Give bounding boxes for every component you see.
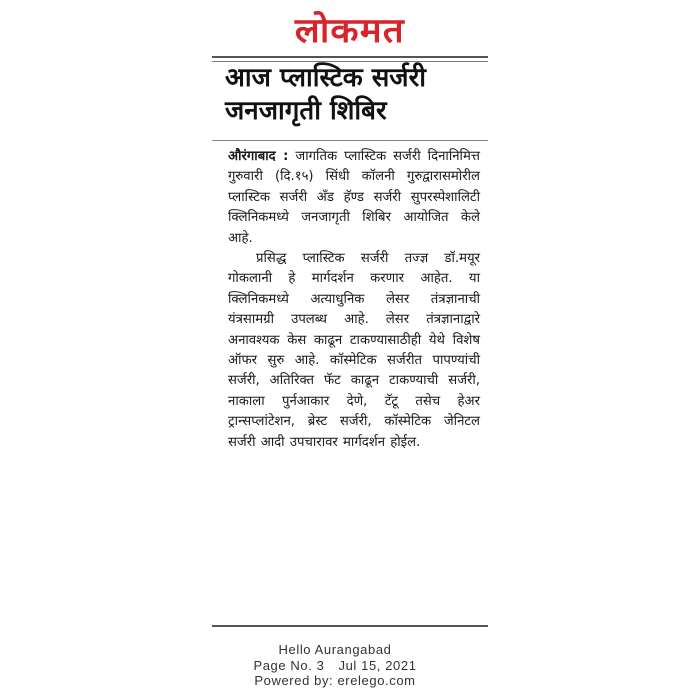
article-headline: आज प्लास्टिक सर्जरी जनजागृती शिबिर [225,63,426,126]
article-dateline: औरंगाबाद : [228,149,289,164]
article-paragraph-2: प्रसिद्ध प्लास्टिक सर्जरी तज्ज्ञ डॉ.मयूर गोकलानी हे मार्गदर्शन करणार आहेत. या क्लिनिकमध्ये अत्याधुनिक लेसर तंत्रज्ञानाची यंत्रसामग्री उपलब्ध आहे. लेसर तंत्रज्ञानाद्वारे अनावश्यक केस काढून टाकण्यासाठीही येथे विशेष ऑफर सुरु आहे. कॉस्मेटिक सर्जरीत पापण्यांची सर्जरी, अतिरिक्त फॅट काढून टाकण्याची सर्जरी, नाकाला पुर्नआकार देणे, टॅटू तसेच हेअर ट्रान्सप्लांटेशन, ब्रेस्ट सर्जरी, कॉस्मेटिक जेनिटल सर्जरी आदी उपचारावर मार्गदर्शन होईल. [228,251,480,450]
headline-divider [212,140,488,141]
publish-date: Jul 15, 2021 [338,657,417,673]
powered-by: Powered by: erelego.com [254,673,416,688]
page-and-date [215,658,455,674]
masthead [212,8,488,54]
article-body [228,147,480,453]
lokmat-logo: लोकमत [295,11,405,51]
edition-name: Hello Aurangabad [278,642,392,657]
clipping-footer [215,642,455,689]
page-number: Page No. 3 [253,657,325,673]
article-paragraph-1 [228,147,480,249]
article-paragraph-1-text: जागतिक प्लास्टिक सर्जरी दिनानिमित्त गुरुवारी (दि.१५) सिंधी कॉलनी गुरुद्वारासमोरील प्लास्टिक सर्जरी अँड हॅण्ड सर्जरी सुपरस्पेशालिटी क्लिनिकमध्ये जनजागृती शिबिर आयोजित केले आहे. [228,149,480,246]
header-divider [212,56,488,58]
footer-divider [212,625,488,627]
